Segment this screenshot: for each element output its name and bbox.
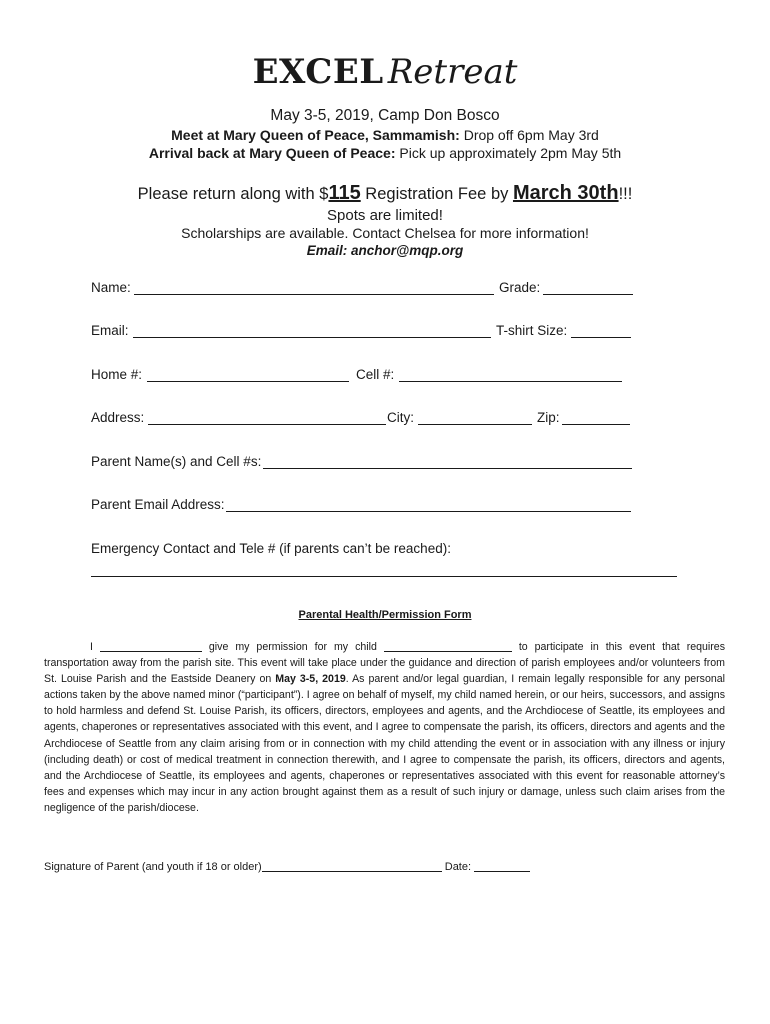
name-label: Name:	[91, 280, 131, 295]
zip-field[interactable]	[562, 424, 630, 425]
zip-label: Zip:	[537, 410, 560, 425]
event-date-location: May 3-5, 2019, Camp Don Bosco	[270, 107, 500, 124]
form-title	[0, 52, 770, 92]
registration-deadline: March 30th	[512, 182, 619, 204]
email-field[interactable]	[133, 337, 491, 338]
grade-field[interactable]	[543, 294, 633, 295]
arrive-label: Arrival back at Mary Queen of Peace:	[148, 145, 396, 161]
meet-label: Meet at Mary Queen of Peace, Sammamish:	[171, 127, 460, 143]
title-script: Retreat	[387, 52, 518, 92]
permission-i: I	[90, 641, 93, 653]
signature-row	[44, 860, 530, 873]
permission-form-title: Parental Health/Permission Form	[298, 609, 472, 621]
city-label: City:	[387, 410, 414, 425]
registration-fee: 115	[328, 182, 361, 204]
parent-email-label: Parent Email Address:	[91, 497, 225, 512]
address-field[interactable]	[148, 424, 386, 425]
registration-deadline-line	[0, 182, 770, 205]
signature-label: Signature of Parent (and youth if 18 or older)	[44, 861, 262, 873]
city-field[interactable]	[418, 424, 532, 425]
return-middle: Registration Fee by	[360, 185, 513, 203]
guardian-name-field[interactable]	[100, 640, 202, 652]
spots-limited: Spots are limited!	[327, 207, 443, 224]
return-prefix: Please return along with $	[137, 185, 329, 203]
home-phone-field[interactable]	[147, 381, 349, 382]
return-suffix: !!!	[618, 185, 633, 203]
arrive-detail: Pick up approximately 2pm May 5th	[395, 145, 622, 161]
home-phone-label: Home #:	[91, 367, 143, 382]
parent-names-field[interactable]	[263, 468, 632, 469]
meet-detail: Drop off 6pm May 3rd	[459, 127, 599, 143]
email-label: Email:	[91, 323, 129, 338]
grade-label: Grade:	[499, 280, 541, 295]
name-field[interactable]	[134, 294, 494, 295]
permission-paragraph	[44, 639, 725, 816]
emergency-contact-label: Emergency Contact and Tele # (if parents can’t be reached):	[91, 541, 451, 556]
meet-info	[0, 127, 770, 143]
permission-body: . As parent and/or legal guardian, I remain legally responsible for any personal actions taken by the above named minor (“participant”). I agree on behalf of myself, my child named herein, or our heirs, successors, and assigns to hold harmless and defend St. Louise Parish, its officers, directors, employees and agents, and the Archdiocese of Seattle, its employees and agents, chaperones or representatives associated with this event, and I agree to compensate the parish, its officers, directors and agents and the Archdiocese of Seattle from any claim arising from or in connection with my child attending the event or in association with any illness or injury (including death) or cost of medical treatment in connection therewith, and I agree to compensate the parish, its officers, directors and agents, and the Archdiocese of Seattle, its employees and agents, chaperones or representatives associated with this event for reasonable attorney’s fees and expenses which may incur in any action brought against them as a result of such injury or damage, unless such claim arises from the negligence of the parish/diocese.	[44, 673, 725, 814]
date-label: Date:	[441, 861, 475, 873]
cell-phone-field[interactable]	[399, 381, 622, 382]
scholarship-note: Scholarships are available. Contact Chelsea for more information!	[181, 225, 589, 241]
permission-give: give my permission for my child	[201, 641, 384, 653]
signature-field[interactable]	[262, 860, 442, 872]
parent-email-field[interactable]	[226, 511, 631, 512]
tshirt-size-field[interactable]	[571, 337, 631, 338]
contact-email: Email: anchor@mqp.org	[306, 243, 464, 258]
cell-phone-label: Cell #:	[356, 367, 395, 382]
child-name-field[interactable]	[384, 640, 512, 652]
tshirt-label: T-shirt Size:	[496, 323, 568, 338]
permission-date: May 3-5, 2019	[275, 673, 346, 686]
arrival-info	[0, 145, 770, 161]
emergency-contact-field[interactable]	[91, 576, 677, 577]
permission-participate: to participate in this event that requires transportation away from the parish site. This event will take place under the guidance and direction of parish employees and/or volunteers from St. Louise Parish and the Eastside Deanery on	[44, 641, 725, 686]
title-main: EXCEL	[252, 52, 384, 92]
parent-names-label: Parent Name(s) and Cell #s:	[91, 454, 262, 469]
address-label: Address:	[91, 410, 145, 425]
signature-date-field[interactable]	[474, 860, 530, 872]
